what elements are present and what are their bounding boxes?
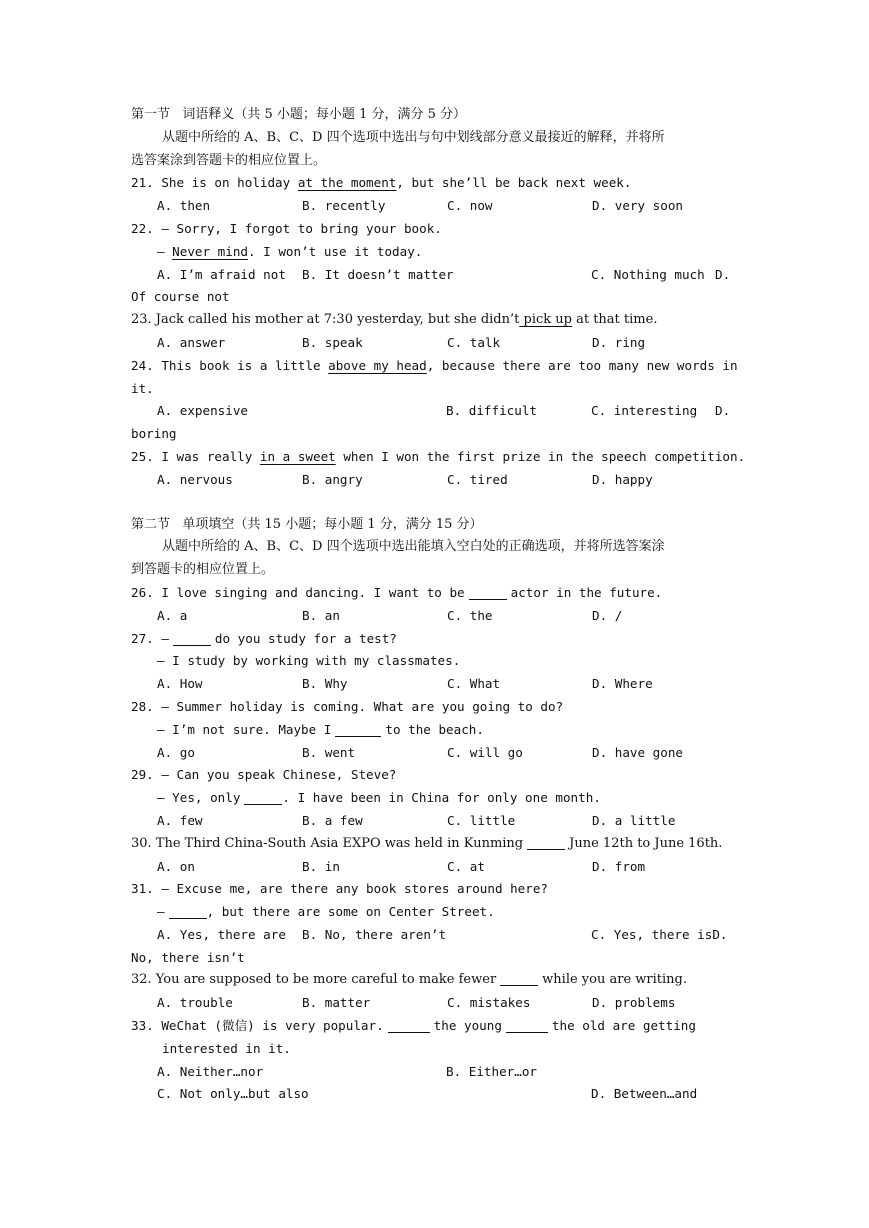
answer-blank [335,722,381,737]
question-29: 29. — Can you speak Chinese, Steve? [131,767,397,783]
option-b: B. Either…or [446,1063,537,1079]
option-b: B. an [302,607,340,623]
option-d: D. Where [592,676,653,692]
option-c: C. the [447,607,493,623]
answer-blank [469,585,507,600]
option-c: C. talk [447,334,501,350]
options-33-row2 [131,1083,741,1106]
option-d: D. Between…and [591,1086,698,1102]
option-b: B. speak [302,334,363,350]
option-b: B. in [302,858,340,874]
option-c: C. Not only…but also [157,1086,309,1102]
question-29-reply: — Yes, only . I have been in China for only one month. [157,790,601,806]
option-b: B. difficult [446,403,537,419]
option-b: B. It doesn’t matter [302,266,454,282]
section2-instruction-cont: 到答题卡的相应位置上。 [131,562,275,578]
option-c: C. will go [447,744,523,760]
exam-page [131,104,746,1106]
underlined-phrase: above my head [328,357,427,373]
option-c: C. mistakes [447,995,531,1011]
option-d: D. ring [592,334,646,350]
section2-title: 第二节 单项填空（共 15 小题；每小题 1 分，满分 15 分） [131,516,483,532]
question-30: 30. The Third China-South Asia EXPO was held in Kunming June 12th to June 16th. [131,835,723,851]
options-29 [131,810,741,833]
option-a: A. go [157,744,195,760]
options-30 [131,856,741,879]
options-21 [131,195,741,218]
options-28 [131,742,741,765]
answer-blank [244,790,282,805]
options-31 [131,924,741,947]
question-23: 23. Jack called his mother at 7:30 yesterday, but she didn’t pick up at that time. [131,312,658,328]
option-a: A. expensive [157,403,248,419]
options-27 [131,673,741,696]
answer-blank [388,1018,430,1033]
question-24: 24. This book is a little above my head, because there are too many new words in [131,357,738,373]
option-c: C. at [447,858,485,874]
section1-title: 第一节 词语释义（共 5 小题；每小题 1 分，满分 5 分） [131,107,467,122]
option-b: B. recently [302,198,386,214]
option-c: C. What [447,676,501,692]
option-a: A. answer [157,334,226,350]
option-c: C. little [447,812,516,828]
question-32: 32. You are supposed to be more careful to make fewer while you are writing. [131,972,687,988]
section1-instruction: 从题中所给的 A、B、C、D 四个选项中选出与句中划线部分意义最接近的解释，并将所 [162,129,665,145]
question-24-wrap: it. [131,380,154,396]
option-a: A. Yes, there are [157,926,286,942]
option-d: D. have gone [592,744,683,760]
option-d: D. [715,266,731,282]
option-d: D. [715,403,731,419]
answer-blank [527,835,565,850]
answer-blank [500,971,538,986]
question-27-reply: — I study by working with my classmates. [157,653,461,669]
section2-instruction: 从题中所给的 A、B、C、D 四个选项中选出能填入空白处的正确选项，并将所选答案涂 [162,539,665,555]
option-b: B. went [302,744,356,760]
question-33-cont: interested in it. [162,1040,291,1056]
option-a: A. nervous [157,471,233,487]
underlined-phrase: at the moment [297,175,397,191]
question-21: 21. She is on holiday at the moment, but she’ll be back next week. [131,175,632,191]
option-c: C. now [447,198,493,214]
option-a: A. How [157,676,203,692]
option-b: B. a few [302,812,363,828]
section1-instruction-cont: 选答案涂到答题卡的相应位置上。 [131,152,327,168]
option-b: B. Why [302,676,348,692]
underlined-phrase: Never mind [172,243,248,259]
option-b: B. angry [302,471,363,487]
option-c: C. interesting [591,403,698,419]
underlined-phrase: pick up [519,312,572,328]
question-33: 33. WeChat (微信) is very popular. the young the old are getting [131,1018,696,1034]
question-22-reply: — Never mind. I won’t use it today. [157,243,423,259]
options-32 [131,992,741,1015]
question-26: 26. I love singing and dancing. I want to be actor in the future. [131,584,663,600]
options-26 [131,605,741,628]
option-d: D. a little [592,812,676,828]
option-c: C. Nothing much [591,266,705,282]
question-28: 28. — Summer holiday is coming. What are you going to do? [131,698,564,714]
answer-blank [169,904,207,919]
option-d: D. from [592,858,646,874]
options-22 [131,264,741,287]
question-27: 27. — do you study for a test? [131,630,397,646]
question-28-reply: — I’m not sure. Maybe I to the beach. [157,721,484,737]
option-a: A. Neither…nor [157,1063,264,1079]
answer-blank [173,631,211,646]
option-d-wrap: boring [131,426,177,442]
option-c: C. tired [447,471,508,487]
question-25: 25. I was really in a sweet when I won the first prize in the speech competition. [131,448,746,464]
question-31-reply: — , but there are some on Center Street. [157,904,495,920]
option-d-wrap: No, there isn’t [131,949,245,965]
option-b: B. matter [302,995,371,1011]
option-c: C. Yes, there isD. [591,926,728,942]
option-a: A. I’m afraid not [157,266,286,282]
options-23 [131,332,741,355]
option-d: D. problems [592,995,676,1011]
option-d: D. / [592,607,623,623]
option-a: A. trouble [157,995,233,1011]
option-d: D. happy [592,471,653,487]
options-24 [131,400,741,423]
option-a: A. on [157,858,195,874]
options-33-row1 [131,1061,741,1084]
option-a: A. few [157,812,203,828]
question-22: 22. — Sorry, I forgot to bring your book. [131,220,442,236]
option-d: D. very soon [592,198,683,214]
option-a: A. then [157,198,211,214]
question-31: 31. — Excuse me, are there any book stores around here? [131,881,549,897]
answer-blank [506,1018,548,1033]
option-b: B. No, there aren’t [302,926,447,942]
underlined-phrase: in a sweet [259,448,336,464]
option-a: A. a [157,607,188,623]
options-25 [131,469,741,492]
option-d-wrap: Of course not [131,289,230,305]
